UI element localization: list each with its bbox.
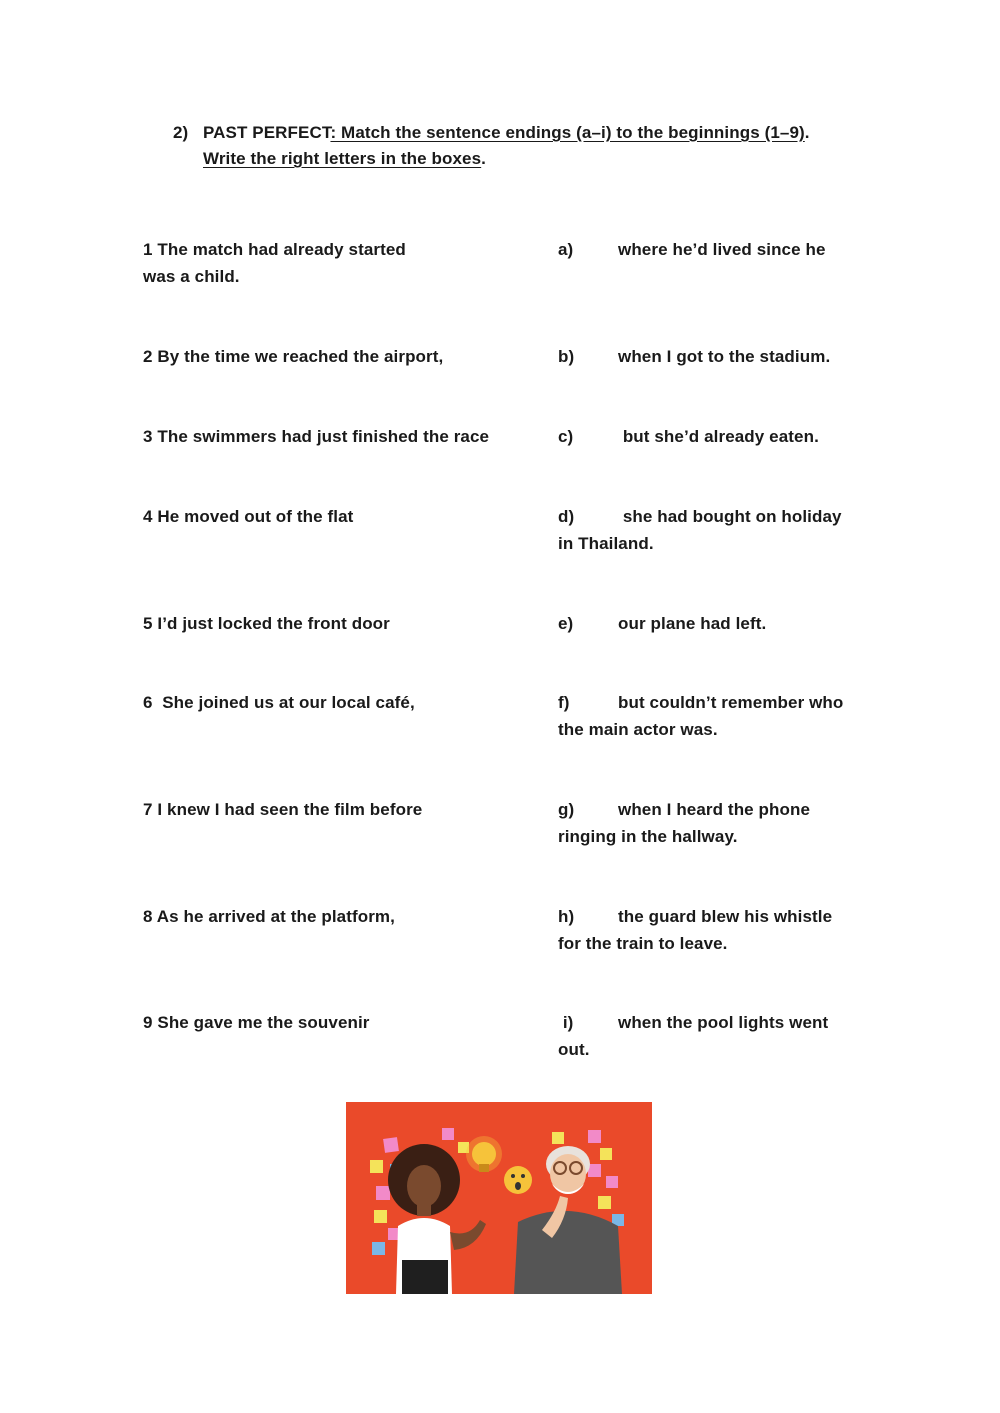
- ending-letter: i): [558, 1013, 574, 1032]
- instruction-text-1: : Match the sentence endings (a–i) to the beginnings (1–9): [330, 123, 805, 142]
- ending-letter: g): [558, 800, 575, 819]
- sentence-ending-g: g) when I heard the phone ringing in the hallway.: [558, 796, 878, 850]
- ending-letter: c): [558, 427, 574, 446]
- ending-a-wrap: was a child.: [143, 267, 240, 286]
- ending-letter: h): [558, 907, 575, 926]
- sentence-beginning-9: 9 She gave me the souvenir: [143, 1013, 370, 1032]
- sentence-ending-e: e) our plane had left.: [558, 610, 878, 637]
- ending-letter: a): [558, 240, 574, 259]
- sentence-beginning-7: 7 I knew I had seen the film before: [143, 800, 423, 819]
- sentence-ending-c: c) but she’d already eaten.: [558, 423, 878, 450]
- sentence-beginning-1: 1 The match had already started was a child.: [143, 240, 406, 286]
- sentence-beginning-5: 5 I’d just locked the front door: [143, 614, 390, 633]
- sentence-ending-d: d) she had bought on holiday in Thailand.: [558, 503, 878, 557]
- ending-letter: e): [558, 614, 574, 633]
- ending-letter: b): [558, 347, 575, 366]
- sentence-beginning-8: 8 As he arrived at the platform,: [143, 907, 395, 926]
- sentence-ending-a: a) where he’d lived since he: [558, 236, 878, 263]
- sentence-ending-b: b) when I got to the stadium.: [558, 343, 878, 370]
- sentence-beginning-2: 2 By the time we reached the airport,: [143, 347, 444, 366]
- ending-letter: d): [558, 507, 575, 526]
- sentence-ending-h: h) the guard blew his whistle for the train to leave.: [558, 903, 878, 957]
- instruction-line-2: Write the right letters in the boxes.: [203, 149, 486, 168]
- instruction-line-1: PAST PERFECT: Match the sentence endings (a–i) to the beginnings (1–9).: [203, 123, 810, 142]
- lightbulb-icon: [466, 1136, 502, 1172]
- sentence-beginning-6: 6 She joined us at our local café,: [143, 693, 415, 712]
- exercise-number: 2): [173, 123, 189, 142]
- sentence-ending-f: f) but couldn’t remember who the main actor was.: [558, 689, 878, 743]
- instruction-text-2: Write the right letters in the boxes: [203, 149, 482, 168]
- sentence-ending-i: i) when the pool lights went out.: [558, 1009, 878, 1063]
- ending-letter: f): [558, 693, 570, 712]
- exercise-label: PAST PERFECT: [203, 123, 331, 142]
- people-thinking-illustration: [346, 1102, 652, 1294]
- sentence-beginning-3: 3 The swimmers had just finished the race: [143, 427, 490, 446]
- surprised-emoji-icon: [504, 1166, 532, 1194]
- sentence-beginning-4: 4 He moved out of the flat: [143, 507, 354, 526]
